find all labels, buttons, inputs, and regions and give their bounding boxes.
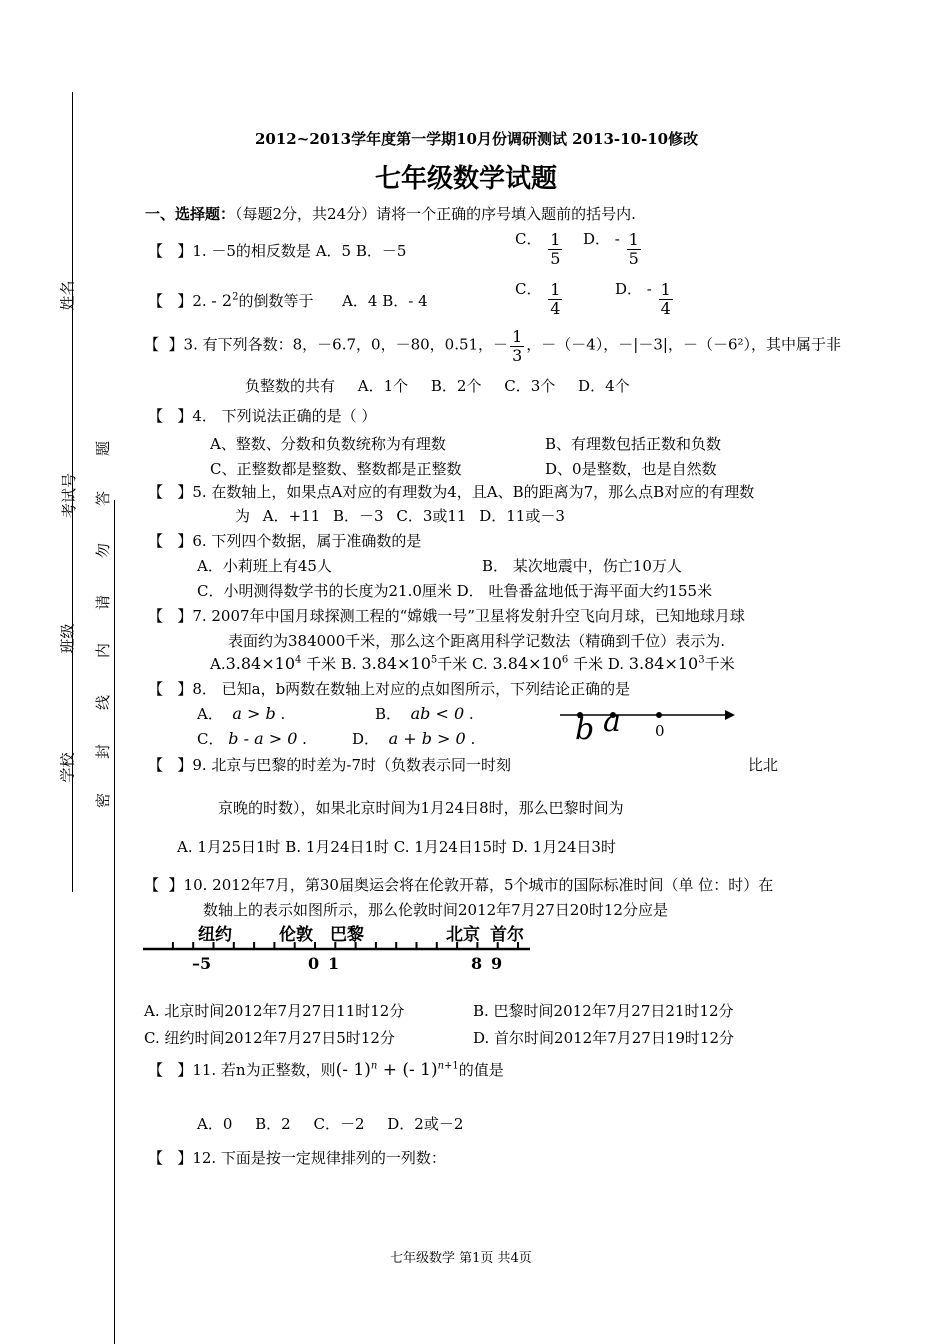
- q9-line1b: 比北: [748, 756, 779, 774]
- answer-bracket[interactable]: 【: [148, 680, 178, 698]
- section-instruction: （每题2分，共24分）请将一个正确的序号填入题前的括号内.: [235, 205, 636, 223]
- q6-option-a: A．小莉班上有45人: [197, 557, 332, 575]
- answer-bracket[interactable]: 【: [148, 292, 178, 310]
- answer-bracket[interactable]: 【: [144, 335, 169, 354]
- question-9: [148, 754, 511, 775]
- question-1: [148, 240, 406, 261]
- exam-subtitle: 2012~2013学年度第一学期10月份调研测试 2013-10-10修改: [255, 130, 699, 148]
- question-6: [148, 530, 421, 551]
- q2-option-c: [515, 278, 564, 318]
- q10-city-london: 伦敦: [279, 925, 313, 945]
- q4-option-a: A、整数、分数和负数统称为有理数: [210, 435, 446, 453]
- q8-d-label: D．: [352, 730, 380, 748]
- answer-bracket[interactable]: 【: [148, 1149, 178, 1167]
- q10-tick-label-8: 8: [471, 954, 483, 973]
- margin-name-label: 姓名: [58, 280, 77, 311]
- q8-option-b: B． ab < 0 .: [375, 704, 474, 723]
- q4-option-b: B、有理数包括正数和负数: [545, 435, 722, 453]
- margin-school-label: 学校: [58, 752, 77, 783]
- q10-option-a: A. 北京时间2012年7月27日11时12分: [144, 1002, 405, 1020]
- q10-city-beijing: 北京: [446, 925, 480, 945]
- section-label: 一、选择题：: [145, 205, 236, 223]
- q1-c-label: C．: [515, 230, 542, 248]
- q1-d-label: D．: [583, 230, 611, 248]
- q2-stem: 的倒数等于: [238, 292, 314, 310]
- q2-c-label: C．: [515, 280, 542, 298]
- q11-options: A．0 B．2 C．－2 D．2或－2: [197, 1115, 464, 1133]
- q7-line1: 】7. 2007年中国月球探测工程的“嫦娥一号”卫星将发射升空飞向月球，已知地球月球: [177, 607, 745, 625]
- q1-option-c: [515, 228, 564, 268]
- q8-label-a: a: [603, 704, 621, 739]
- margin-class-label: 班级: [58, 623, 77, 654]
- q6-option-cd: C．小明测得数学书的长度为21.0厘米 D． 吐鲁番盆地低于海平面大约155米: [197, 582, 713, 600]
- q10-option-c: C. 纽约时间2012年7月27日5时12分: [144, 1029, 395, 1047]
- q2-c-fraction: $\frac{1}{4}$: [550, 279, 561, 318]
- question-4: [148, 405, 376, 426]
- question-7: [148, 605, 745, 626]
- q4-option-d: D、0是整数，也是自然数: [545, 460, 717, 478]
- q4-option-c: C、正整数都是整数、整数都是正整数: [210, 460, 462, 478]
- q10-option-d: D. 首尔时间2012年7月27日19时12分: [473, 1029, 735, 1047]
- margin-exam-no-label: 考试号: [60, 472, 79, 519]
- exam-title: 七年级数学试题: [375, 164, 558, 194]
- margin-line-inner: [114, 500, 115, 1344]
- q8-option-c: C． b - a > 0 .: [197, 729, 307, 748]
- answer-bracket[interactable]: 【: [148, 483, 178, 501]
- q10-tick-label-1: 1: [328, 954, 340, 973]
- answer-bracket[interactable]: 【: [148, 1061, 178, 1079]
- question-5: [148, 481, 754, 502]
- q12-stem: 】12. 下面是按一定规律排列的一列数：: [177, 1149, 446, 1167]
- q11-tail: 的值是: [458, 1061, 504, 1079]
- q6-option-b: B． 某次地震中，伤亡10万人: [482, 557, 682, 575]
- q3-fraction: $\frac{1}{3}$: [512, 327, 523, 366]
- q10-line1: 】10. 2012年7月，第30届奥运会将在伦敦开幕，5个城市的国际标准时间（单 位：时）在: [168, 876, 774, 894]
- q3-line1: 】3. 有下列各数：8，－6.7，0，－80，0.51，－: [168, 335, 509, 354]
- q4-stem: 】4． 下列说法正确的是（ ）: [177, 407, 377, 425]
- q10-city-seoul: 首尔: [490, 925, 524, 945]
- q8-b-label: B．: [375, 705, 402, 723]
- q10-tick-label-9: 9: [491, 954, 503, 973]
- q8-c-label: C．: [197, 730, 224, 748]
- q9-options: A. 1月25日1时 B. 1月24日1时 C. 1月24日15时 D. 1月24日3时: [177, 838, 616, 856]
- question-3: [144, 328, 841, 366]
- question-11: 【 】11. 若n为正整数，则(- 1)$^n$ + (- 1)$^{n+1}$的值是: [148, 1060, 504, 1080]
- q10-tick-label-0: 0: [308, 954, 320, 973]
- q3-line1b: ，－（－4），－|－3|，－（－6²），其中属于非: [526, 335, 842, 354]
- seal-char-3: 勿: [94, 542, 113, 559]
- section1-heading: [145, 203, 636, 224]
- question-10: [144, 874, 773, 895]
- answer-bracket[interactable]: 【: [148, 242, 178, 260]
- q2-d-label: D．: [615, 280, 643, 298]
- answer-bracket[interactable]: 【: [148, 532, 178, 550]
- q8-option-a: A． a > b .: [197, 704, 286, 723]
- q5-line2: 为 A．+11 B．－3 C．3或11 D．11或－3: [235, 507, 565, 525]
- q6-stem: 】6. 下列四个数据，属于准确数的是: [177, 532, 422, 550]
- q10-city-newyork: 纽约: [198, 925, 232, 945]
- q8-stem: 】8． 已知a，b两数在数轴上对应的点如图所示，下列结论正确的是: [177, 680, 631, 698]
- seal-char-7: 封: [94, 743, 113, 760]
- seal-char-1: 题: [94, 440, 113, 457]
- q9-line2: 京晚的时数），如果北京时间为1月24日8时，那么巴黎时间为: [218, 799, 624, 817]
- q7-a-label: A.: [210, 655, 226, 673]
- page-footer: 七年级数学 第1页 共4页: [390, 1251, 532, 1266]
- question-12: [148, 1147, 446, 1168]
- q7-options: $A.3.84\times 10^4$ 千米 B. $3.84\times 10^5$千米 C. $3.84\times 10^6$ 千米 D. $3.84\times 10^3$千米: [210, 654, 735, 673]
- q1-c-fraction: $\frac{1}{5}$: [550, 229, 561, 268]
- q5-line1: 】5. 在数轴上，如果点A对应的有理数为4，且A、B的距离为7，那么点B对应的有理数: [177, 483, 755, 501]
- q7-line2: 表面约为384000千米，那么这个距离用科学记数法（精确到千位）表示为.: [228, 632, 726, 650]
- answer-bracket[interactable]: 【: [148, 756, 178, 774]
- q1-stem: 】1. －5的相反数是 A．5 B．－5: [177, 242, 407, 260]
- q2-options-ab: A．4 B．- 4: [342, 292, 428, 310]
- q8-a-label: A．: [197, 705, 223, 723]
- q8-label-b: b: [575, 712, 595, 747]
- q10-city-paris: 巴黎: [330, 925, 364, 945]
- q11-stem: 】11. 若n为正整数，则: [177, 1061, 336, 1079]
- seal-char-5: 内: [94, 642, 113, 659]
- question-8: [148, 678, 630, 699]
- question-2: 【 】2. - $2^2$的倒数等于 A．4 B．- 4: [148, 291, 428, 310]
- answer-bracket[interactable]: 【: [148, 607, 178, 625]
- q1-d-fraction: $\frac{1}{5}$: [628, 229, 639, 268]
- q2-d-fraction: $\frac{1}{4}$: [660, 279, 671, 318]
- q1-option-d: D． - $\frac{1}{5}$: [583, 229, 639, 268]
- name-underline: [72, 340, 73, 460]
- seal-char-8: 密: [94, 792, 113, 809]
- seal-char-6: 线: [94, 694, 113, 711]
- q10-tick-label-neg5: –5: [192, 954, 212, 973]
- answer-bracket[interactable]: 【: [144, 876, 169, 894]
- answer-bracket[interactable]: 【: [148, 407, 178, 425]
- seal-char-4: 请: [94, 594, 113, 611]
- q9-line1: 】9. 北京与巴黎的时差为-7时（负数表示同一时刻: [177, 756, 512, 774]
- q8-label-zero: 0: [655, 722, 665, 740]
- q8-option-d: D． a + b > 0 .: [352, 729, 476, 748]
- q10-line2: 数轴上的表示如图所示，那么伦敦时间2012年7月27日20时12分应是: [203, 901, 668, 919]
- q10-option-b: B. 巴黎时间2012年7月27日21时12分: [473, 1002, 734, 1020]
- q3-line2: 负整数的共有 A．1个 B．2个 C．3个 D．4个: [245, 377, 630, 395]
- seal-char-2: 答: [94, 490, 113, 507]
- q2-option-d: D． - $\frac{1}{4}$: [615, 279, 671, 318]
